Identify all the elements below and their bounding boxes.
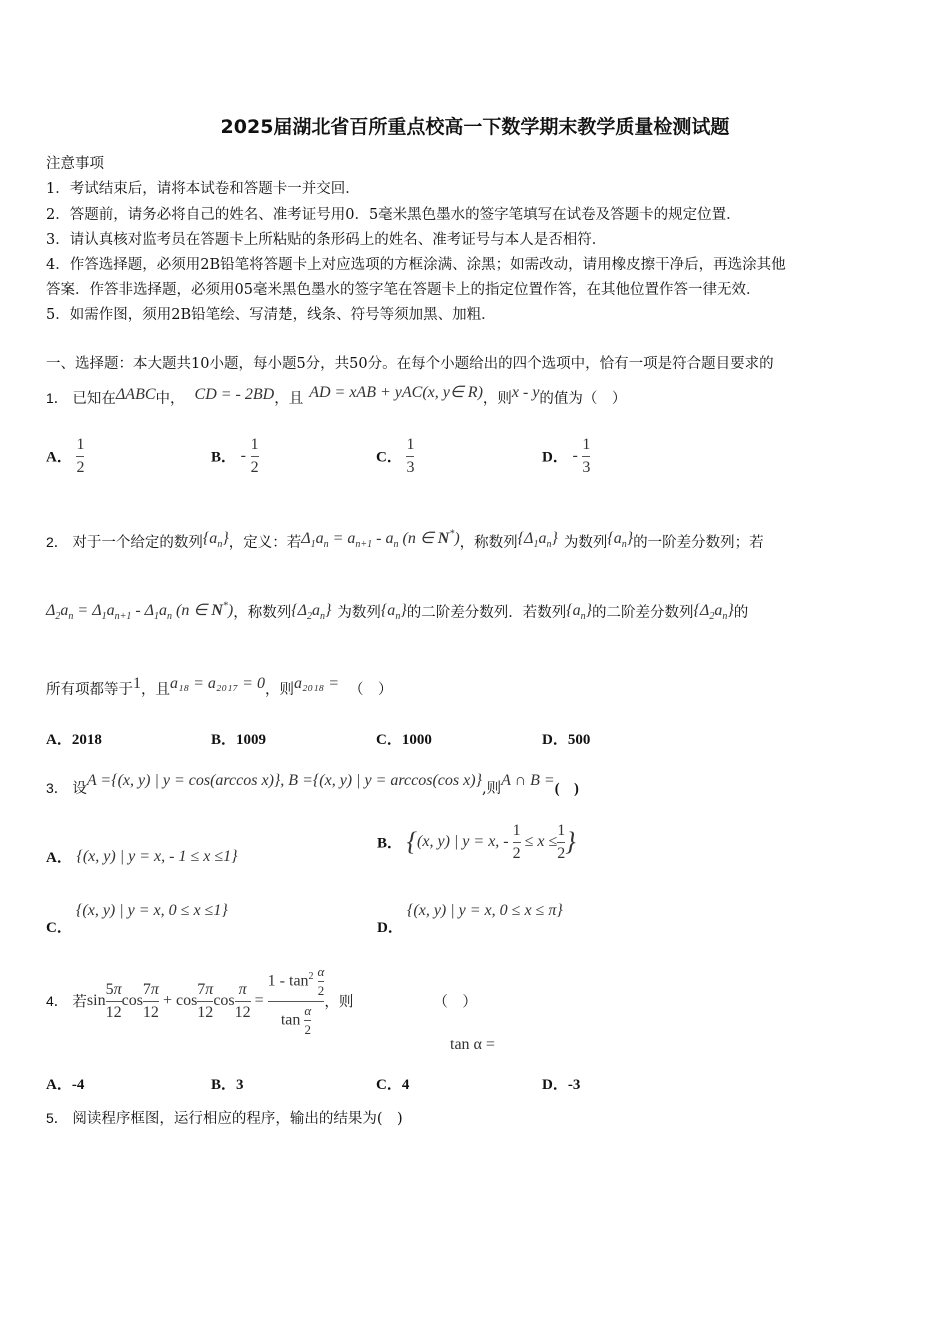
math-trig-equation: sin $\frac{5\pi}{12}$ cos $\frac{7\pi}{12}$ + cos $\frac{7\pi}{12}$ cos $\frac{\pi}{12}$ = $1 - \tan^2$ $\frac{\alpha}{2}$ tan $\frac{\alpha}{2}$ bbox=[86, 964, 325, 1037]
option-a[interactable] bbox=[46, 846, 238, 867]
question-text: 为数列 bbox=[337, 605, 381, 621]
answer-bracket: （ ） bbox=[433, 994, 477, 1011]
question-2-line-2 bbox=[46, 600, 748, 622]
question-text: 的值为（ ） bbox=[539, 391, 627, 407]
notice-item: 2．答题前，请务必将自己的姓名、准考证号用0．5毫米黑色墨水的签字笔填写在试卷及答题卡的规定位置． bbox=[46, 207, 741, 223]
option-label: C． bbox=[46, 920, 72, 936]
option-value: {(x, y) | y = x, - 1 ≤ x ≤1} bbox=[76, 848, 238, 865]
notice-item: 3．请认真核对监考员在答题卡上所粘贴的条形码上的姓名、准考证号与本人是否相符． bbox=[46, 232, 607, 248]
math-sequence: $\{a_n\}$ bbox=[566, 602, 593, 623]
question-text: （ ） bbox=[349, 682, 393, 698]
options-row bbox=[46, 1073, 926, 1093]
question-text: ，则 bbox=[324, 994, 354, 1011]
option-label: A． bbox=[46, 449, 72, 466]
question-2-line-3 bbox=[46, 675, 393, 699]
fraction: $\frac{1}{2}$ bbox=[76, 436, 85, 476]
math-ask: tan α = bbox=[450, 1036, 495, 1053]
option-label: B． bbox=[377, 835, 403, 852]
options-row bbox=[46, 436, 926, 486]
math-vector-relation: CD = - 2BD bbox=[194, 386, 275, 403]
option-c[interactable]: C．4 bbox=[376, 1077, 410, 1093]
question-text: ，则 bbox=[264, 682, 294, 698]
option-value: {(x, y) | y = x, 0 ≤ x ≤ π} bbox=[407, 902, 563, 919]
question-text: ,则 bbox=[481, 781, 502, 797]
question-1 bbox=[46, 382, 626, 408]
question-text: ，称数列 bbox=[459, 535, 518, 551]
question-number: 2． bbox=[46, 534, 68, 550]
option-c[interactable] bbox=[46, 902, 228, 936]
option-label: D． bbox=[542, 449, 568, 466]
section-heading: 一、选择题：本大题共10小题，每小题5分，共50分。在每个小题给出的四个选项中，恰有一项是符合题目要求的 bbox=[46, 356, 774, 372]
question-2 bbox=[46, 528, 764, 552]
option-label: D． bbox=[377, 920, 403, 936]
notice-item: 5．如需作图，须用2B铅笔绘、写清楚，线条、符号等须加黑、加粗． bbox=[46, 307, 496, 323]
math-vector-decomposition: AD = xAB + yAC(x, y∈ R) bbox=[309, 384, 483, 401]
option-d[interactable] bbox=[542, 436, 590, 476]
notice-item: 1．考试结束后，请将本试卷和答题卡一并交回． bbox=[46, 181, 360, 197]
option-label: C． bbox=[376, 449, 402, 466]
question-text: 为数列 bbox=[563, 535, 608, 551]
question-5 bbox=[46, 1107, 403, 1128]
option-b[interactable]: B．3 bbox=[211, 1077, 244, 1093]
option-label: B． bbox=[211, 449, 237, 466]
question-text: ，且 bbox=[274, 391, 304, 407]
math-ask: A ∩ B = bbox=[501, 772, 555, 789]
question-number: 4． bbox=[46, 993, 68, 1010]
question-number: 1． bbox=[46, 390, 68, 406]
option-b[interactable] bbox=[211, 436, 259, 476]
question-number: 3． bbox=[46, 780, 68, 796]
math-condition: a₁₈ = a₂₀₁₇ = 0 bbox=[170, 675, 265, 692]
notice-heading: 注意事项 bbox=[46, 156, 104, 172]
option-d[interactable] bbox=[377, 902, 563, 936]
math-ask: a₂₀₁₈ = bbox=[293, 675, 340, 692]
option-a[interactable]: A．-4 bbox=[46, 1077, 85, 1093]
option-value: {(x, y) | y = x, 0 ≤ x ≤1} bbox=[76, 902, 228, 919]
answer-bracket: ( ) bbox=[554, 781, 579, 797]
option-a[interactable] bbox=[46, 436, 84, 476]
option-label: A． bbox=[46, 850, 72, 866]
option-c[interactable] bbox=[376, 436, 414, 476]
question-text: ，定义：若 bbox=[228, 535, 302, 551]
math-sequence: $\{a_n\}$ bbox=[380, 602, 407, 623]
question-text: 对于一个给定的数列 bbox=[72, 535, 203, 551]
math-expression: x - y bbox=[511, 384, 540, 401]
question-text: 若 bbox=[72, 994, 87, 1011]
question-text: 已知在 bbox=[72, 391, 116, 407]
option-c[interactable]: C．1000 bbox=[376, 732, 432, 748]
fraction: $\frac{1}{3}$ bbox=[406, 436, 415, 476]
option-sign: - bbox=[240, 447, 246, 465]
question-text: 的二阶差分数列 bbox=[592, 605, 694, 621]
question-text: 的 bbox=[733, 605, 749, 621]
question-number: 5． bbox=[46, 1110, 68, 1126]
fraction: $\frac{1}{2}$ bbox=[557, 822, 566, 862]
option-b[interactable]: B． {(x, y) | y = x, - $\frac{1}{2}$ ≤ x ≤ $\frac{1}{2}$ } bbox=[377, 822, 576, 862]
option-a[interactable]: A．2018 bbox=[46, 732, 102, 748]
math-sequence: $\{\Delta_1a_n\}$ bbox=[517, 530, 558, 551]
question-text: 所有项都等于 bbox=[46, 682, 133, 698]
fraction: $\frac{1}{3}$ bbox=[582, 436, 591, 476]
option-sign: - bbox=[572, 447, 578, 465]
question-text: ，则 bbox=[482, 391, 512, 407]
math-first-difference: $\Delta_1a_n = a_{n+1} - a_n$ (n ∈ N*) bbox=[301, 528, 460, 551]
question-text: 阅读程序框图，运行相应的程序，输出的结果为( ) bbox=[72, 1111, 403, 1127]
math-sequence: $\{\Delta_2a_n\}$ bbox=[291, 602, 332, 623]
question-text: 中， bbox=[155, 391, 185, 407]
fraction: $\frac{1}{2}$ bbox=[512, 822, 521, 862]
question-text: ，且 bbox=[141, 682, 170, 698]
question-text: ，称数列 bbox=[233, 605, 292, 621]
question-text: 设 bbox=[72, 781, 87, 797]
math-set-definition: A ={(x, y) | y = cos(arccos x)}, B ={(x, y) | y = arccos(cos x)} bbox=[86, 772, 482, 789]
question-4 bbox=[46, 965, 477, 1055]
question-3 bbox=[46, 772, 579, 798]
math-sequence: $\{a_n\}$ bbox=[202, 530, 229, 551]
options-row bbox=[46, 728, 926, 748]
math-second-difference: $\Delta_2a_n = \Delta_1a_{n+1} - \Delta_1a_n$ (n ∈ N*) bbox=[46, 600, 234, 623]
math-sequence: $\{a_n\}$ bbox=[607, 530, 634, 551]
page-title: 2025届湖北省百所重点校高一下数学期末教学质量检测试题 bbox=[220, 116, 730, 138]
math-sequence: $\{\Delta_2a_n\}$ bbox=[693, 602, 734, 623]
math-number: 1 bbox=[133, 675, 141, 692]
notice-item: 答案．作答非选择题，必须用05毫米黑色墨水的签字笔在答题卡上的指定位置作答，在其他位置作答一律无效． bbox=[46, 282, 761, 298]
question-text: 的二阶差分数列．若数列 bbox=[406, 605, 567, 621]
option-d[interactable]: D．-3 bbox=[542, 1077, 581, 1093]
notice-item: 4．作答选择题，必须用2B铅笔将答题卡上对应选项的方框涂满、涂黑；如需改动，请用橡皮擦干净后，再选涂其他 bbox=[46, 257, 786, 273]
fraction: $\frac{1}{2}$ bbox=[250, 436, 259, 476]
question-text: 的一阶差分数列；若 bbox=[633, 535, 764, 551]
option-b[interactable]: B．1009 bbox=[211, 732, 267, 748]
option-d[interactable]: D．500 bbox=[542, 732, 591, 748]
math-triangle: ΔABC bbox=[115, 386, 156, 403]
